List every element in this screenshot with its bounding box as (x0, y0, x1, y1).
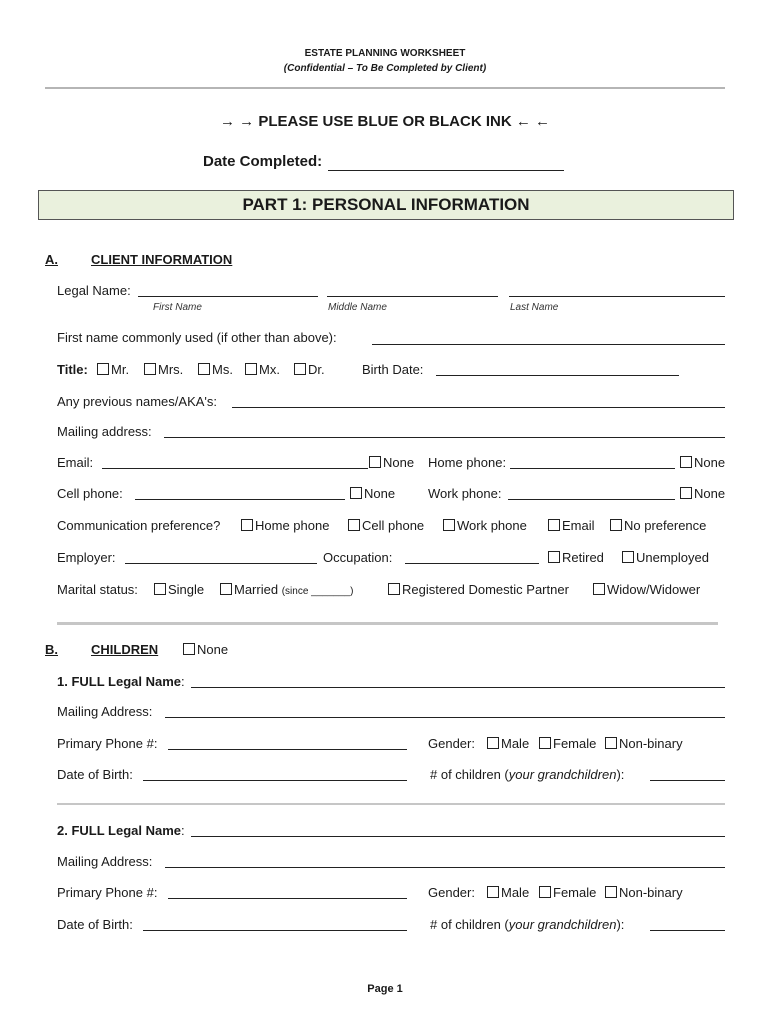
ink-notice (0, 113, 770, 130)
title-option-mr[interactable]: Mr. (97, 362, 129, 377)
checkbox-icon[interactable] (539, 886, 551, 898)
comm-option-no-preference[interactable]: No preference (610, 518, 706, 533)
child2-gender-male[interactable]: Male (487, 885, 529, 900)
married-since-field[interactable]: (since _______) (281, 586, 354, 597)
child1-grandchildren-field[interactable] (650, 780, 725, 781)
child1-mailing-field[interactable] (165, 717, 725, 718)
checkbox-icon[interactable] (487, 737, 499, 749)
home-phone-field[interactable] (510, 468, 675, 469)
child2-mailing-label: Mailing Address: (57, 854, 153, 869)
child1-phone-label: Primary Phone #: (57, 736, 158, 751)
checkbox-icon[interactable] (241, 519, 253, 531)
child2-grandchildren-field[interactable] (650, 930, 725, 931)
legal-name-label: Legal Name: (57, 283, 131, 298)
home-phone-label: Home phone: (428, 455, 507, 470)
title-option-mrs[interactable]: Mrs. (144, 362, 183, 377)
checkbox-icon[interactable] (348, 519, 360, 531)
checkbox-icon[interactable] (622, 551, 634, 563)
checkbox-icon[interactable] (548, 519, 560, 531)
checkbox-icon[interactable] (605, 886, 617, 898)
occupation-label: Occupation: (323, 550, 393, 565)
section-b-letter: B. (45, 642, 58, 657)
child2-grandchildren-label: # of children (your grandchildren): (430, 917, 625, 932)
employer-label: Employer: (57, 550, 116, 565)
title-option-dr[interactable]: Dr. (294, 362, 325, 377)
children-none-option[interactable]: None (183, 642, 228, 657)
child2-dob-field[interactable] (143, 930, 407, 931)
section-b-title: CHILDREN (91, 642, 159, 657)
home-phone-none-option[interactable]: None (680, 455, 725, 470)
checkbox-icon[interactable] (548, 551, 560, 563)
checkbox-icon[interactable] (294, 363, 306, 375)
checkbox-icon[interactable] (388, 583, 400, 595)
child1-phone-field[interactable] (168, 749, 407, 750)
checkbox-icon[interactable] (487, 886, 499, 898)
email-field[interactable] (102, 468, 368, 469)
comm-pref-label: Communication preference? (57, 518, 221, 533)
child1-dob-field[interactable] (143, 780, 407, 781)
child1-grandchildren-label: # of children (your grandchildren): (430, 767, 625, 782)
email-none-option[interactable]: None (369, 455, 414, 470)
checkbox-icon[interactable] (220, 583, 232, 595)
child2-gender-label: Gender: (428, 885, 475, 900)
checkbox-icon[interactable] (245, 363, 257, 375)
marital-status-label: Marital status: (57, 582, 138, 597)
checkbox-icon[interactable] (144, 363, 156, 375)
child2-name-field[interactable] (191, 836, 725, 837)
title-option-ms[interactable]: Ms. (198, 362, 233, 377)
checkbox-icon[interactable] (183, 643, 195, 655)
child1-dob-label: Date of Birth: (57, 767, 133, 782)
comm-option-email[interactable]: Email (548, 518, 595, 533)
section-a-letter: A. (45, 252, 58, 267)
title-label: Title: (57, 362, 88, 377)
checkbox-icon[interactable] (539, 737, 551, 749)
cell-phone-field[interactable] (135, 499, 345, 500)
unemployed-option[interactable]: Unemployed (622, 550, 709, 565)
worksheet-subtitle: (Confidential – To Be Completed by Client) (283, 63, 487, 74)
child1-gender-female[interactable]: Female (539, 736, 596, 751)
birth-date-field[interactable] (436, 375, 679, 376)
child-divider (57, 803, 725, 805)
cell-phone-label: Cell phone: (57, 486, 123, 501)
header-divider (45, 87, 725, 89)
marital-option-domestic-partner[interactable]: Registered Domestic Partner (388, 582, 569, 597)
first-name-caption: First Name (153, 302, 202, 313)
comm-option-work-phone[interactable]: Work phone (443, 518, 527, 533)
occupation-field[interactable] (405, 563, 539, 564)
marital-option-single[interactable]: Single (154, 582, 204, 597)
checkbox-icon[interactable] (605, 737, 617, 749)
email-label: Email: (57, 455, 94, 470)
child2-mailing-field[interactable] (165, 867, 725, 868)
work-phone-none-option[interactable]: None (680, 486, 725, 501)
comm-option-home-phone[interactable]: Home phone (241, 518, 329, 533)
checkbox-icon[interactable] (350, 487, 362, 499)
child2-gender-female[interactable]: Female (539, 885, 596, 900)
middle-name-field[interactable] (327, 296, 498, 297)
child2-gender-nonbinary[interactable]: Non-binary (605, 885, 683, 900)
work-phone-field[interactable] (508, 499, 675, 500)
ink-notice-text: PLEASE USE BLUE OR BLACK INK (258, 113, 512, 130)
checkbox-icon[interactable] (610, 519, 622, 531)
cell-phone-none-option[interactable]: None (350, 486, 395, 501)
date-completed-field[interactable] (328, 170, 564, 171)
child2-phone-label: Primary Phone #: (57, 885, 158, 900)
checkbox-icon[interactable] (443, 519, 455, 531)
child1-name-field[interactable] (191, 687, 725, 688)
checkbox-icon[interactable] (369, 456, 381, 468)
date-completed-label: Date Completed: (203, 153, 323, 170)
work-phone-label: Work phone: (428, 486, 502, 501)
comm-option-cell-phone[interactable]: Cell phone (348, 518, 424, 533)
common-name-label: First name commonly used (if other than above): (57, 330, 337, 345)
child1-gender-nonbinary[interactable]: Non-binary (605, 736, 683, 751)
child1-gender-male[interactable]: Male (487, 736, 529, 751)
part1-heading: PART 1: PERSONAL INFORMATION (38, 190, 734, 220)
last-name-field[interactable] (509, 296, 725, 297)
checkbox-icon[interactable] (680, 456, 692, 468)
child1-mailing-label: Mailing Address: (57, 704, 153, 719)
child1-gender-label: Gender: (428, 736, 475, 751)
last-name-caption: Last Name (510, 302, 559, 313)
checkbox-icon[interactable] (154, 583, 166, 595)
marital-option-married[interactable]: Married (since _______) (220, 582, 353, 597)
child2-dob-label: Date of Birth: (57, 917, 133, 932)
common-name-field[interactable] (372, 344, 725, 345)
aka-field[interactable] (232, 407, 725, 408)
page-number: Page 1 (367, 983, 403, 995)
child1-name-label: 1. FULL Legal Name: (57, 674, 185, 689)
title-option-mx[interactable]: Mx. (245, 362, 280, 377)
checkbox-icon[interactable] (593, 583, 605, 595)
mailing-address-label: Mailing address: (57, 424, 152, 439)
mailing-address-field[interactable] (164, 437, 725, 438)
birth-date-label: Birth Date: (362, 362, 424, 377)
worksheet-title: ESTATE PLANNING WORKSHEET (304, 48, 466, 59)
child2-name-label: 2. FULL Legal Name: (57, 823, 185, 838)
checkbox-icon[interactable] (680, 487, 692, 499)
arrow-right-icon: → → (219, 113, 255, 130)
arrow-left-icon: ← ← (515, 113, 551, 130)
middle-name-caption: Middle Name (328, 302, 387, 313)
section-divider (57, 622, 718, 625)
marital-option-widow[interactable]: Widow/Widower (593, 582, 700, 597)
aka-label: Any previous names/AKA's: (57, 394, 217, 409)
section-a-title: CLIENT INFORMATION (91, 252, 233, 267)
retired-option[interactable]: Retired (548, 550, 604, 565)
employer-field[interactable] (125, 563, 317, 564)
checkbox-icon[interactable] (97, 363, 109, 375)
first-name-field[interactable] (138, 296, 318, 297)
child2-phone-field[interactable] (168, 898, 407, 899)
checkbox-icon[interactable] (198, 363, 210, 375)
